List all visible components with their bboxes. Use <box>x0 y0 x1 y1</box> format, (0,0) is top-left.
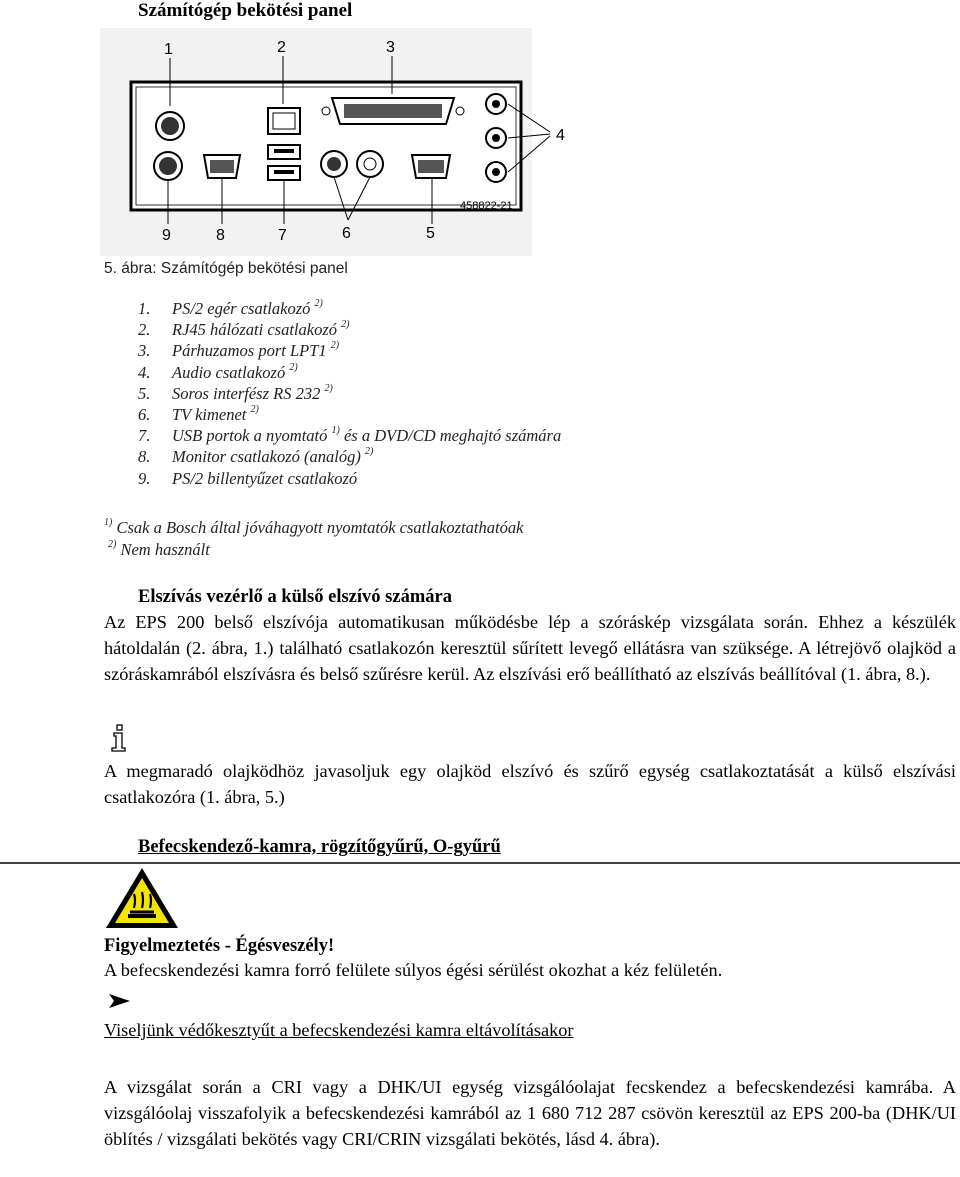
note-paragraph: A megmaradó olajködhöz javasoljuk egy olajköd elszívó és szűrő egység csatlakoztatását a külső elszívási csatlakozóra (1. ábra, 5.) <box>104 761 956 807</box>
callout-9: 9 <box>162 227 171 244</box>
connector-panel-drawing <box>100 28 565 256</box>
legend-item: 9. PS/2 billentyűzet csatlakozó <box>138 468 358 488</box>
legend-item: 6. TV kimenet $^{2)}$ <box>138 403 259 424</box>
connector-legend <box>138 298 698 489</box>
legend-item: 7. USB portok a nyomtató $^{1)}$ és a DVD/CD meghajtó számára <box>138 425 562 446</box>
action-instruction: Viseljünk védőkesztyűt a befecskendezési kamra eltávolításakor <box>104 1020 574 1040</box>
legend-item: 1. PS/2 egér csatlakozó $^{2)}$ <box>138 298 323 318</box>
connector-panel-figure <box>100 28 565 256</box>
callout-7: 7 <box>278 227 287 244</box>
section-heading-chamber: Befecskendező-kamra, rögzítőgyűrű, O-gyűrű <box>138 837 501 857</box>
callout-8: 8 <box>216 227 225 244</box>
arrow-bullet-icon <box>108 992 132 1010</box>
callout-4: 4 <box>556 127 565 144</box>
callout-3: 3 <box>386 39 395 56</box>
callout-6: 6 <box>342 225 351 242</box>
section-rule <box>0 862 960 864</box>
legend-item: 4. Audio csatlakozó $^{2)}$ <box>138 361 298 382</box>
legend-item: 8. Monitor csatlakozó (analóg) $^{2)}$ <box>138 446 374 467</box>
info-icon <box>108 724 132 752</box>
callout-1: 1 <box>164 41 173 58</box>
callout-2: 2 <box>277 39 286 56</box>
footnote-1: $^{1)}$ Csak a Bosch által jóváhagyott nyomtatók csatlakoztathatóak <box>104 517 524 537</box>
section-heading-extraction: Elszívás vezérlő a külső elszívó számára <box>138 587 452 607</box>
figure-caption: 5. ábra: Számítógép bekötési panel <box>104 260 348 277</box>
footnote-2: $^{2)}$ Nem használt <box>108 539 210 559</box>
legend-item: 2. RJ45 hálózati csatlakozó $^{2)}$ <box>138 319 350 340</box>
figure-code: 458822-21 <box>460 200 513 212</box>
callout-5: 5 <box>426 225 435 242</box>
page-title: Számítógép bekötési panel <box>138 0 353 21</box>
legend-item: 3. Párhuzamos port LPT1 $^{2)}$ <box>138 340 340 361</box>
warning-title: Figyelmeztetés - Égésveszély! <box>104 936 335 956</box>
extraction-paragraph: Az EPS 200 belső elszívója automatikusan működésbe lép a szóráskép vizsgálata során. Ehhez a készülék hátoldalán (2. ábra, 1.) található csatlakozón keresztül sűrített levegő ellátásra van szüksége. A létrejövő olajköd a szóráskamrából elszívásra és belső szűrésre kerül. Az elszívási erő beállítható az elszívás beállítóval (1. ábra, 8.). <box>104 612 956 684</box>
chamber-paragraph: A vizsgálat során a CRI vagy a DHK/UI egység vizsgálóolajat fecskendez a befecskendezési kamrába. A vizsgálóolaj visszafolyik a befecskendezési kamrából az 1 680 712 287 csövön keresztül az EPS 200-ba (DHK/UI öblítés / vizsgálati bekötés vagy CRI/CRIN vizsgálati bekötés, lásd 4. ábra). <box>104 1077 956 1149</box>
hot-surface-warning-icon <box>104 866 180 930</box>
warning-text: A befecskendezési kamra forró felülete súlyos égési sérülést okozhat a kéz felületén. <box>104 960 723 980</box>
legend-item: 5. Soros interfész RS 232 $^{2)}$ <box>138 382 333 403</box>
